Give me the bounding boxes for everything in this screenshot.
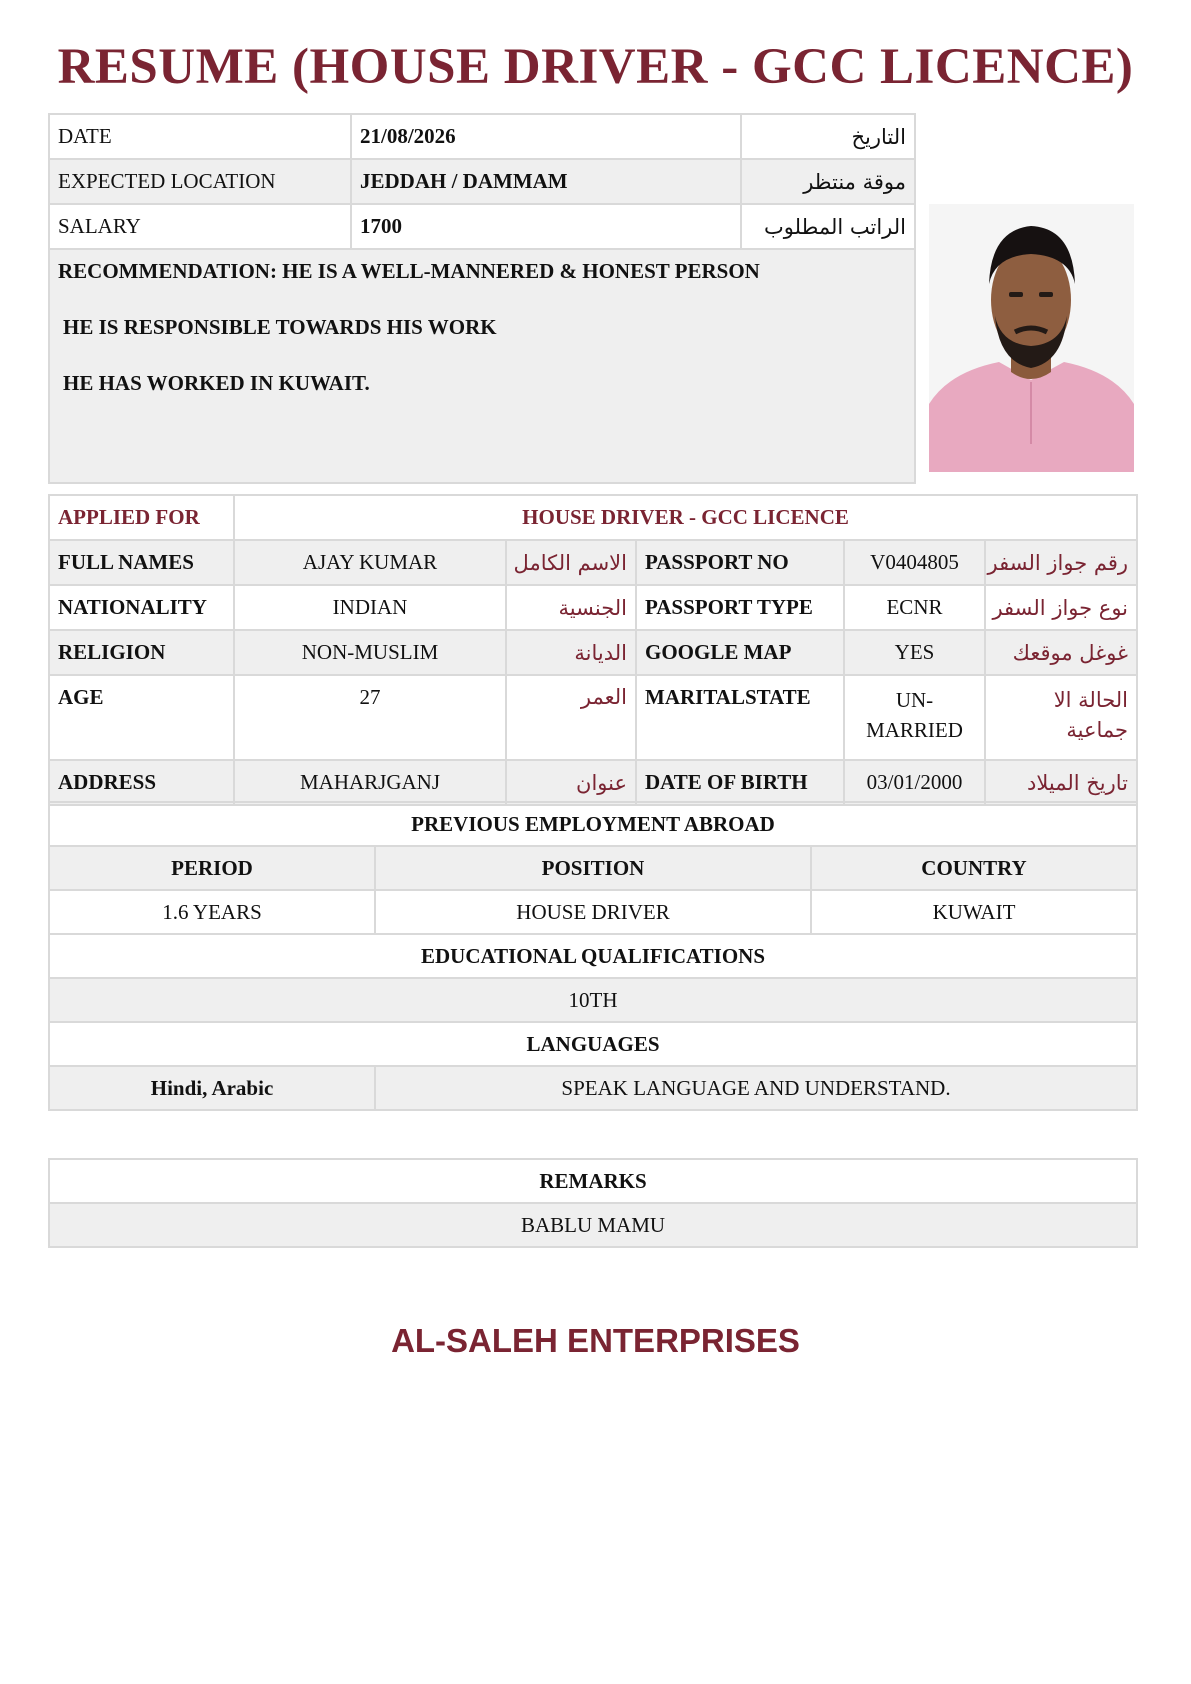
salary-arabic-label: الراتب المطلوب [741, 204, 915, 249]
marital-state-arabic-label [985, 675, 1137, 760]
location-arabic-label: موقة منتظر [741, 159, 915, 204]
education-heading-row [49, 934, 1137, 978]
passport-no-label: PASSPORT NO [636, 540, 844, 585]
marital-state-value-line-2: MARRIED [866, 718, 963, 742]
full-names-value: AJAY KUMAR [234, 540, 506, 585]
employment-country: KUWAIT [811, 890, 1137, 934]
address-arabic-label: عنوان [506, 760, 636, 805]
passport-type-value: ECNR [844, 585, 985, 630]
languages-heading-row [49, 1022, 1137, 1066]
recommendation-line-1: RECOMMENDATION: HE IS A WELL-MANNERED & HONEST PERSON [58, 259, 760, 283]
languages-heading: LANGUAGES [49, 1022, 1137, 1066]
details-table [48, 494, 1138, 806]
date-of-birth-value: 03/01/2000 [844, 760, 985, 805]
salary-value: 1700 [351, 204, 741, 249]
passport-no-arabic-label: رقم جواز السفر [985, 540, 1137, 585]
recommendation-row [49, 249, 915, 483]
address-label: ADDRESS [49, 760, 234, 805]
location-value: JEDDAH / DAMMAM [351, 159, 741, 204]
education-row [49, 978, 1137, 1022]
employment-position: HOUSE DRIVER [375, 890, 811, 934]
agency-name: AL-SALEH ENTERPRISES [391, 1322, 800, 1359]
google-map-value: YES [844, 630, 985, 675]
summary-row-location [49, 159, 915, 204]
marital-state-value [844, 675, 985, 760]
age-value: 27 [234, 675, 506, 760]
marital-state-value-line-1: UN- [895, 688, 934, 712]
employment-row [49, 890, 1137, 934]
languages-names: Hindi, Arabic [49, 1066, 375, 1110]
passport-type-arabic-label: نوع جواز السفر [985, 585, 1137, 630]
religion-label: RELIGION [49, 630, 234, 675]
remarks-table [48, 1158, 1138, 1248]
location-label: EXPECTED LOCATION [49, 159, 351, 204]
nationality-value: INDIAN [234, 585, 506, 630]
employment-header-row [49, 846, 1137, 890]
employment-col-country: COUNTRY [811, 846, 1137, 890]
applied-for-label: APPLIED FOR [49, 495, 234, 540]
marital-state-arabic-line-1: الحالة الا [1053, 688, 1129, 712]
employment-period: 1.6 YEARS [49, 890, 375, 934]
employment-heading: PREVIOUS EMPLOYMENT ABROAD [49, 802, 1137, 846]
details-row-address [49, 760, 1137, 805]
details-row-nationality [49, 585, 1137, 630]
details-row-religion [49, 630, 1137, 675]
page-title: RESUME (HOUSE DRIVER - GCC LICENCE) [57, 39, 1134, 95]
candidate-photo [929, 204, 1134, 472]
details-row-age [49, 675, 1137, 760]
summary-row-salary [49, 204, 915, 249]
passport-no-value: V0404805 [844, 540, 985, 585]
passport-type-label: PASSPORT TYPE [636, 585, 844, 630]
history-table [48, 801, 1138, 1111]
candidate-portrait-icon [929, 204, 1134, 472]
salary-label: SALARY [49, 204, 351, 249]
date-of-birth-arabic-label: تاريخ الميلاد [985, 760, 1137, 805]
age-label: AGE [49, 675, 234, 760]
google-map-label: GOOGLE MAP [636, 630, 844, 675]
marital-state-arabic-line-2: جماعية [1066, 718, 1129, 742]
religion-value: NON-MUSLIM [234, 630, 506, 675]
applied-for-value: HOUSE DRIVER - GCC LICENCE [234, 495, 1137, 540]
date-of-birth-label: DATE OF BIRTH [636, 760, 844, 805]
date-arabic-label: التاريخ [741, 114, 915, 159]
languages-level: SPEAK LANGUAGE AND UNDERSTAND. [375, 1066, 1137, 1110]
remarks-value: BABLU MAMU [49, 1203, 1137, 1247]
google-map-arabic-label: غوغل موقعك [985, 630, 1137, 675]
full-names-arabic-label: الاسم الكامل [506, 540, 636, 585]
remarks-row [49, 1203, 1137, 1247]
full-names-label: FULL NAMES [49, 540, 234, 585]
remarks-heading-row [49, 1159, 1137, 1203]
languages-row [49, 1066, 1137, 1110]
nationality-label: NATIONALITY [49, 585, 234, 630]
recommendation-line-2: HE IS RESPONSIBLE TOWARDS HIS WORK [63, 315, 497, 339]
recommendation-box [49, 249, 915, 483]
employment-heading-row [49, 802, 1137, 846]
recommendation-line-3: HE HAS WORKED IN KUWAIT. [63, 371, 370, 395]
summary-table [48, 113, 916, 484]
date-label: DATE [49, 114, 351, 159]
education-value: 10TH [49, 978, 1137, 1022]
employment-col-period: PERIOD [49, 846, 375, 890]
address-value: MAHARJGANJ [234, 760, 506, 805]
age-arabic-label: العمر [506, 675, 636, 760]
date-value: 21/08/2026 [351, 114, 741, 159]
nationality-arabic-label: الجنسية [506, 585, 636, 630]
employment-col-position: POSITION [375, 846, 811, 890]
summary-row-date [49, 114, 915, 159]
remarks-heading: REMARKS [49, 1159, 1137, 1203]
details-row-name [49, 540, 1137, 585]
religion-arabic-label: الديانة [506, 630, 636, 675]
marital-state-label: MARITALSTATE [636, 675, 844, 760]
education-heading: EDUCATIONAL QUALIFICATIONS [49, 934, 1137, 978]
applied-for-row [49, 495, 1137, 540]
